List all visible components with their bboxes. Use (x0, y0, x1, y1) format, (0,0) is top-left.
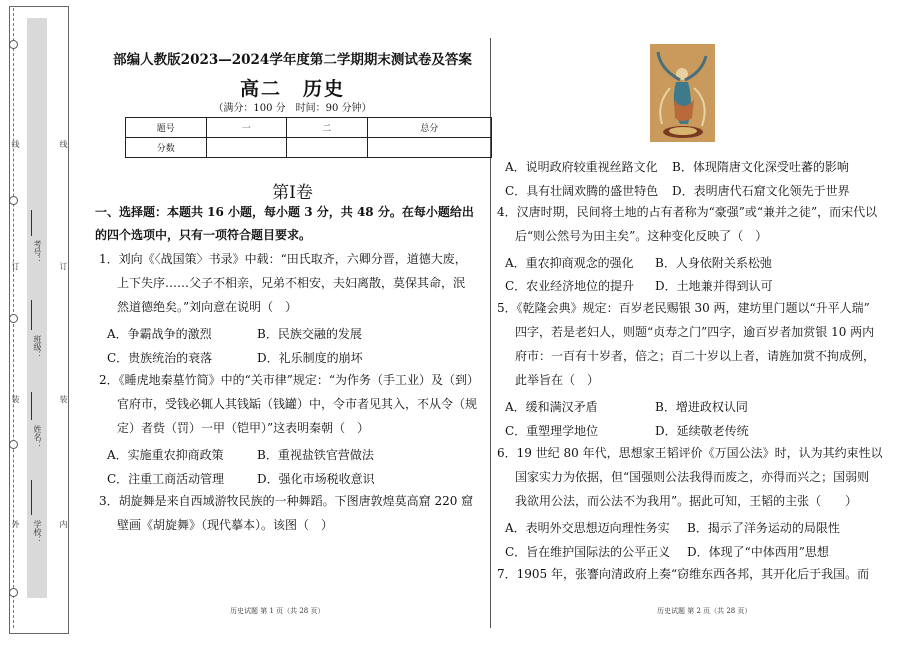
score-cell: 总分 (367, 118, 491, 138)
question-line: 官府市，受钱必辄人其钱缿（钱罐）中，令市者见其入，不从令（规 (117, 397, 478, 411)
cut-mark: 外 (11, 520, 20, 528)
cut-mark: 订 (11, 262, 20, 270)
binding-hole (9, 440, 18, 449)
score-cell (367, 138, 491, 158)
score-table (125, 117, 492, 158)
option: B．民族交融的发展 (257, 327, 362, 341)
option: D．礼乐制度的崩坏 (257, 351, 363, 365)
option: D．强化市场税收意识 (257, 472, 375, 486)
question-line: 四字，若是老妇人，则题“贞寿之门”四字，逾百岁者加赏银 10 两内 (515, 325, 875, 339)
option: B．人身依附关系松弛 (655, 256, 772, 270)
question-line: 上下失序……父子不相亲，兄弟不相安，夫妇离散，莫保其命，泯 (117, 276, 466, 290)
cut-mark: 装 (11, 395, 20, 403)
binding-gray-band (27, 18, 47, 598)
instruction-line: 一、选择题：本题共 16 小题，每小题 3 分，共 48 分。在每小题给出 (95, 205, 474, 219)
score-cell: 题号 (126, 118, 207, 138)
option: C．重塑理学地位 (505, 424, 599, 438)
score-cell (206, 138, 287, 158)
question-line: 此举旨在（ ） (515, 373, 600, 387)
question-line: 1．刘向《〈战国策〉书录》中载：“田氏取齐，六卿分晋，道德大废， (99, 252, 467, 266)
question-line: 然道德绝矣。”刘向意在说明（ ） (117, 300, 298, 314)
inner-cut-mark: 线 (59, 140, 68, 148)
score-info: （满分：100 分 时间：90 分钟） (213, 103, 372, 114)
question-line: 3．胡旋舞是来自西域游牧民族的一种舞蹈。下图唐敦煌莫高窟 220 窟 (99, 494, 474, 508)
question-line: 国家实力为依据，但“国强则公法我得而废之，亦得而兴之；国弱则 (515, 470, 870, 484)
option: A．表明外交思想迈向理性务实 (505, 521, 670, 535)
page-footer: 历史试题 第 2 页（共 28 页） (657, 607, 752, 615)
class-label: 班级： (33, 335, 42, 359)
inner-cut-mark: 内 (59, 520, 68, 528)
name-label: 姓名： (33, 425, 42, 449)
score-cell: 一 (206, 118, 287, 138)
option: D．表明唐代石窟文化领先于世界 (672, 184, 850, 198)
question-line: 6．19 世纪 80 年代，思想家王韬评价《万国公法》时，认为其约束性以 (497, 446, 883, 460)
question-line: 后“则公然号为田主矣”。这种变化反映了（ ） (515, 229, 768, 243)
question-line: 4．汉唐时期，民间将土地的占有者称为“豪强”或“兼并之徒”，而宋代以 (497, 205, 878, 219)
score-cell: 分数 (126, 138, 207, 158)
instruction-line: 的四个选项中，只有一项符合题目要求。 (95, 228, 312, 242)
option: A．说明政府较重视丝路文化 (505, 160, 658, 174)
binding-hole (9, 196, 18, 205)
option: D．土地兼并得到认可 (655, 279, 773, 293)
page-footer: 历史试题 第 1 页（共 28 页） (230, 607, 325, 615)
exam-title: 部编人教版2023—2024学年度第二学期期末测试卷及答案 (113, 52, 472, 68)
question-line: 7．1905 年，张謇向清政府上奏“窃维东西各邦，其开化后于我国。而 (497, 567, 870, 581)
option: C．旨在维护国际法的公平正义 (505, 545, 671, 559)
option: B．揭示了洋务运动的局限性 (687, 521, 840, 535)
option: C．农业经济地位的提升 (505, 279, 635, 293)
option: A．争霸战争的激烈 (107, 327, 212, 341)
option: A．缓和满汉矛盾 (505, 400, 598, 414)
exam-subject: 高二 历史 (239, 78, 345, 100)
inner-cut-mark: 订 (59, 262, 68, 270)
hu-xuan-dance-mural-image (650, 44, 715, 142)
fill-line (31, 480, 32, 515)
binding-hole (9, 588, 18, 597)
option: B．重视盐铁官营做法 (257, 448, 374, 462)
option: D．体现了“中体西用”思想 (687, 545, 829, 559)
option: A．实施重农抑商政策 (107, 448, 224, 462)
binding-hole (9, 40, 18, 49)
question-line: 府市：一百有十岁者，倍之；百二十岁以上者，请旌加赏不拘成例， (515, 349, 876, 363)
question-line: 壁画《胡旋舞》（现代摹本）。该图（ ） (117, 518, 334, 532)
question-line: 我欲用公法，而公法不为我用”。据此可知，王韬的主张（ ） (515, 494, 858, 508)
cut-mark: 线 (11, 140, 20, 148)
option: C．贵族统治的衰落 (107, 351, 213, 365)
question-line: 2．《睡虎地秦墓竹简》中的“关市律”规定：“为作务（手工业）及（到） (99, 373, 480, 387)
inner-cut-mark: 装 (59, 395, 68, 403)
fill-line (31, 210, 32, 236)
binding-hole (9, 314, 18, 323)
option: C．具有壮阔欢腾的盛世特色 (505, 184, 659, 198)
question-line: 5．《乾隆会典》规定：百岁老民赐银 30 两，建坊里门题以“升平人瑞” (497, 301, 870, 315)
school-label: 学校： (33, 520, 42, 544)
option: C．注重工商活动管理 (107, 472, 225, 486)
fill-line (31, 392, 32, 420)
option: B．增进政权认同 (655, 400, 748, 414)
option: D．延续敬老传统 (655, 424, 749, 438)
score-cell (287, 138, 368, 158)
section-heading: 第Ⅰ卷 (272, 183, 313, 203)
fill-line (31, 300, 32, 330)
binding-strip (0, 0, 82, 651)
question-line: 定）者赀（罚）一甲（铠甲）”这表明秦朝（ ） (117, 421, 370, 435)
exam-number-label: 考号： (33, 240, 42, 264)
option: A．重农抑商观念的强化 (505, 256, 634, 270)
option: B．体现隋唐文化深受吐蕃的影响 (672, 160, 849, 174)
score-cell: 二 (287, 118, 368, 138)
